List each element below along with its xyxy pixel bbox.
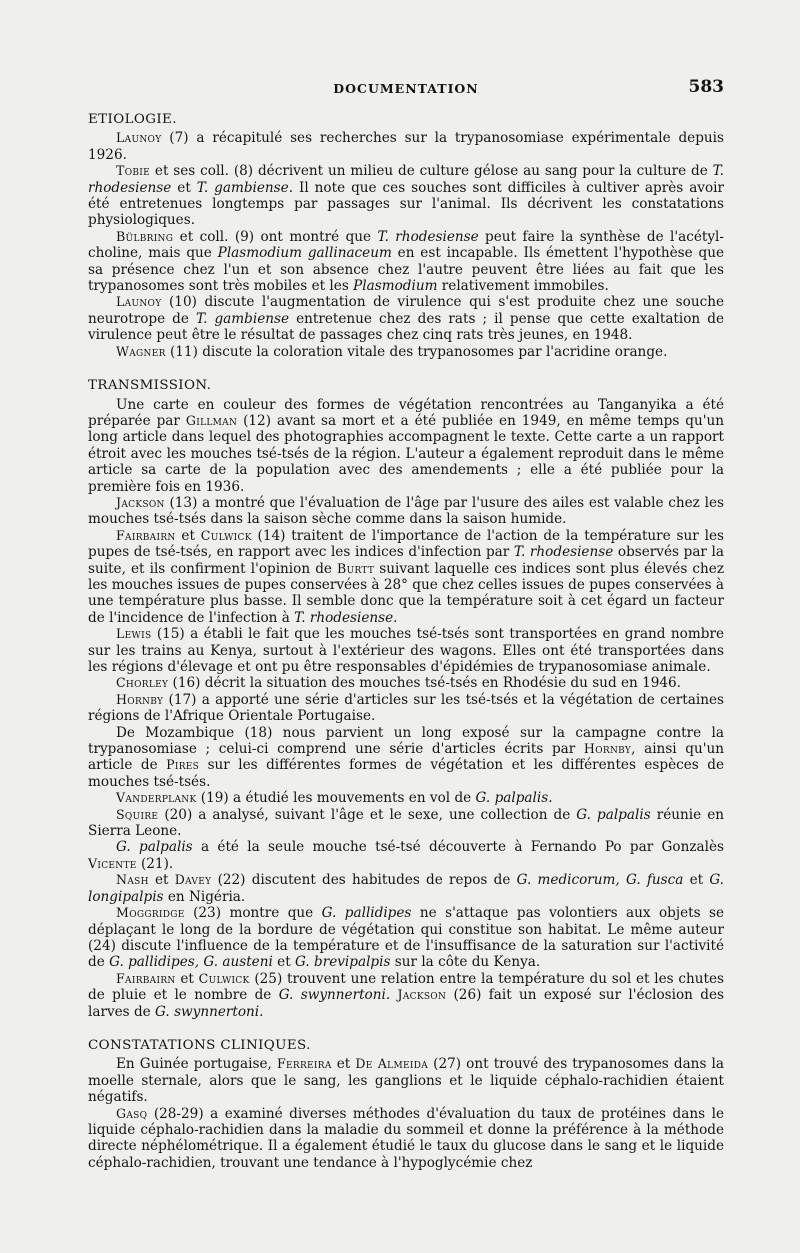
text-run: (10) discute l'augmentation de virulence qui s'est produite chez une souche neurotrope de	[88, 294, 724, 327]
author-name: Hornby	[583, 741, 632, 757]
text-run: (13) a montré que l'évaluation de l'âge par l'usure des ailes est valable chez les mouches tsé-tsés dans la saison sèche comme dans la saison humide.	[88, 494, 724, 528]
species-name: Plasmodium gallinaceum	[217, 245, 392, 262]
author-name: De Almeida	[355, 1056, 429, 1072]
species-name: T. rhodesiense	[513, 544, 614, 561]
text-run: (12) avant sa mort et a été publiée en 1949, en même temps qu'un long article dans lequel des photographies accompagnent le texte. Cette carte a un rapport étroit avec les mouches tsé-tsés de la région. L'auteur a également reproduit dans le même article sa carte de la population avec des amendements ; elle a été publiée pour la première fois en 1936.	[88, 412, 724, 495]
text-run: ne s'attaque pas volontiers aux objets se déplaçant le long de la bordure de végétation qui constitue son habitat. Le même auteur (24) discute l'influence de la température et de l'insuffisance de la saturation sur l'activité de	[88, 905, 725, 971]
text-run: sur la côte du Kenya.	[390, 954, 541, 971]
paragraph	[88, 1106, 724, 1172]
text-run: (26) fait un exposé sur l'éclosion des larves de	[88, 987, 724, 1020]
species-name: G. swynnertoni.	[155, 1003, 264, 1020]
author-name: Launoy	[116, 130, 162, 146]
author-name: Vicente	[88, 855, 137, 871]
text-run: en Nigéria.	[163, 888, 246, 905]
author-name: Jackson	[397, 987, 447, 1003]
text-run: (11) discute la coloration vitale des trypanosomes par l'acridine orange.	[165, 343, 668, 360]
paragraph	[88, 397, 724, 495]
text-run: a été la seule mouche tsé-tsé découverte à Fernando Po par Gonzalès	[192, 839, 724, 856]
paragraph	[88, 807, 724, 840]
author-name: Fairbairn	[116, 970, 176, 986]
text-run: (20) a analysé, suivant l'âge et le sexe, une collection de	[158, 806, 577, 823]
section-title: TRANSMISSION.	[88, 378, 212, 394]
author-name: Bülbring	[116, 228, 174, 244]
author-name: Burtt	[337, 560, 375, 576]
author-name: Culwick	[200, 527, 252, 543]
author-name: Gasq	[116, 1105, 148, 1121]
text-run: (23) montre que	[184, 905, 322, 922]
author-name: Nash	[116, 872, 149, 888]
author-name: Jackson	[116, 494, 165, 510]
text-run: et	[171, 179, 197, 196]
paragraph	[88, 344, 724, 360]
author-name: Squire	[116, 806, 159, 822]
paragraph	[88, 163, 724, 229]
author-name: Chorley	[116, 675, 169, 691]
species-name: G. palpalis.	[475, 790, 553, 807]
species-name: T. rhodesiense	[88, 163, 724, 196]
species-name: G. palpalis	[116, 839, 193, 856]
paragraph	[88, 839, 724, 872]
section-1	[88, 378, 724, 1020]
section-title: CONSTATATIONS CLINIQUES.	[88, 1037, 311, 1053]
species-name: T. rhodesiense	[377, 228, 479, 245]
species-name: T. rhodesiense.	[294, 609, 398, 626]
text-run: suivant laquelle ces indices sont plus élevés chez les mouches issues de pupes conservées à 28° que chez celles issues de pupes conservées à une température plus basse. Il semble donc que la température soit à cet égard un facteur de l'incidence de l'infection à	[88, 560, 724, 626]
page-number: 583	[688, 77, 724, 97]
text-run: et	[175, 970, 199, 987]
text-run: (28-29) a examiné diverses méthodes d'évaluation du taux de protéines dans le liquide céphalo-rachidien dans la maladie du sommeil et donne la préférence à la méthode directe néphélométrique. Il a également étudié le taux du glucose dans le sang et le liquide céphalo-rachidien, trouvant une tendance à l'hypoglycémie chez	[88, 1105, 724, 1171]
author-name: Hornby	[116, 691, 164, 707]
species-name: G. medicorum, G. fusca	[516, 872, 684, 889]
paragraph	[88, 692, 724, 725]
text-run: et	[148, 872, 175, 889]
species-name: Plasmodium	[353, 278, 438, 295]
text-run: et	[175, 527, 201, 544]
text-run: et	[683, 872, 710, 889]
text-run: et ses coll. (8) décrivent un milieu de culture gélose au sang pour la culture de	[150, 163, 713, 180]
page-header	[88, 77, 724, 101]
paragraph	[88, 790, 724, 806]
text-run: Il note que ces souches sont difficiles à cultiver après avoir été entretenues longtemps par passages sur l'animal. Ils décrivent les constatations physiologiques.	[88, 179, 725, 229]
author-name: Launoy	[116, 294, 162, 310]
paragraph	[88, 294, 724, 343]
paragraph	[88, 725, 724, 791]
author-name: Gillman	[185, 412, 238, 428]
text-run: Une carte en couleur des formes de végétation rencontrées au Tanganyika a été préparée par	[88, 396, 724, 429]
species-name: G. swynnertoni.	[278, 987, 391, 1004]
species-name: G. pallidipes, G. austeni	[109, 954, 273, 971]
paragraph	[88, 675, 724, 691]
author-name: Tobie	[116, 163, 151, 179]
text-run: (16) décrit la situation des mouches tsé-tsés en Rhodésie du sud en 1946.	[168, 675, 682, 692]
paragraph	[88, 130, 724, 163]
section-0	[88, 112, 724, 360]
paragraph	[88, 905, 724, 971]
text-run: , ainsi qu'un article de	[88, 741, 724, 774]
paragraph	[88, 1056, 724, 1105]
text-run: peut faire la synthèse de l'acétyl-choline, mais que	[88, 228, 724, 262]
text-run: (25) trouvent une relation entre la température du sol et les chutes de pluie et le nombre de	[88, 970, 724, 1004]
section-2	[88, 1038, 724, 1171]
text-run: (19) a étudié les mouvements en vol de	[196, 790, 476, 807]
paragraph	[88, 971, 724, 1020]
text-run: observés par la suite, et ils confirment l'opinion de	[88, 544, 725, 577]
species-name: G. pallidipes	[321, 905, 412, 922]
paragraph	[88, 229, 724, 295]
text-run: entretenue chez des rats ; il pense que cette exaltation de virulence peut être le résultat de passages chez cinq rats très jeunes, en 1948.	[88, 310, 724, 344]
species-name: T. gambiense	[196, 310, 290, 327]
author-name: Ferreira	[276, 1056, 332, 1072]
species-name: G. palpalis	[576, 806, 651, 823]
author-name: Pires	[166, 757, 200, 773]
paragraph	[88, 528, 724, 626]
author-name: Fairbairn	[116, 527, 176, 543]
species-name: T. gambiense.	[196, 179, 294, 196]
article-body	[88, 112, 724, 1189]
text-run: (17) a apporté une série d'articles sur les tsé-tsés et la végétation de certaines régions de l'Afrique Orientale Portugaise.	[88, 691, 724, 725]
text-run: en est incapable. Ils émettent l'hypothèse que sa présence chez l'un et son absence chez l'autre peuvent être liées au fait que les trypanosomes sont très mobiles et les	[88, 245, 725, 295]
paragraph	[88, 626, 724, 675]
section-title: ETIOLOGIE.	[88, 112, 177, 127]
author-name: Culwick	[198, 970, 250, 986]
species-name: G. brevipalpis	[294, 954, 391, 971]
author-name: Moggridge	[116, 905, 185, 921]
author-name: Davey	[174, 872, 212, 888]
text-run: et	[331, 1056, 356, 1073]
author-name: Lewis	[116, 626, 152, 642]
text-run: réunie en Sierra Leone.	[88, 806, 724, 840]
text-run: De Mozambique (18) nous parvient un long exposé sur la campagne contre la trypanosomiase ; celui-ci comprend une série d'articles écrits par	[88, 724, 724, 758]
author-name: Wagner	[116, 343, 166, 359]
text-run: (7) a récapitulé ses recherches sur la trypanosomiase expérimentale depuis 1926.	[88, 130, 724, 163]
species-name: G. longipalpis	[88, 872, 725, 905]
author-name: Vanderplank	[116, 790, 197, 806]
paragraph	[88, 872, 724, 905]
text-run: (22) discutent des habitudes de repos de	[211, 872, 517, 889]
text-run: En Guinée portugaise,	[116, 1056, 277, 1073]
text-run: (15) a établi le fait que les mouches tsé-tsés sont transportées en grand nombre sur les trains au Kenya, surtout à l'extérieur des wagons. Elles ont été transportées dans les régions d'élevage et ont pu être responsables d'épidémies de trypanosomiase animale.	[88, 626, 724, 675]
running-title: DOCUMENTATION	[333, 81, 479, 96]
text-run: (21).	[136, 855, 174, 872]
text-run: sur les différentes formes de végétation et les différentes espèces de mouches tsé-tsés.	[88, 757, 724, 790]
text-run: relativement immobiles.	[437, 278, 609, 295]
text-run: et	[272, 954, 295, 971]
text-run: et coll. (9) ont montré que	[173, 228, 378, 245]
paragraph	[88, 495, 724, 528]
text-run: (14) traitent de l'importance de l'action de la température sur les pupes de tsé-tsés, en rapport avec les indices d'infection par	[88, 527, 724, 561]
text-run: (27) ont trouvé des trypanosomes dans la moelle sternale, alors que le sang, les ganglions et le liquide céphalo-rachidien étaient négatifs.	[88, 1056, 724, 1106]
